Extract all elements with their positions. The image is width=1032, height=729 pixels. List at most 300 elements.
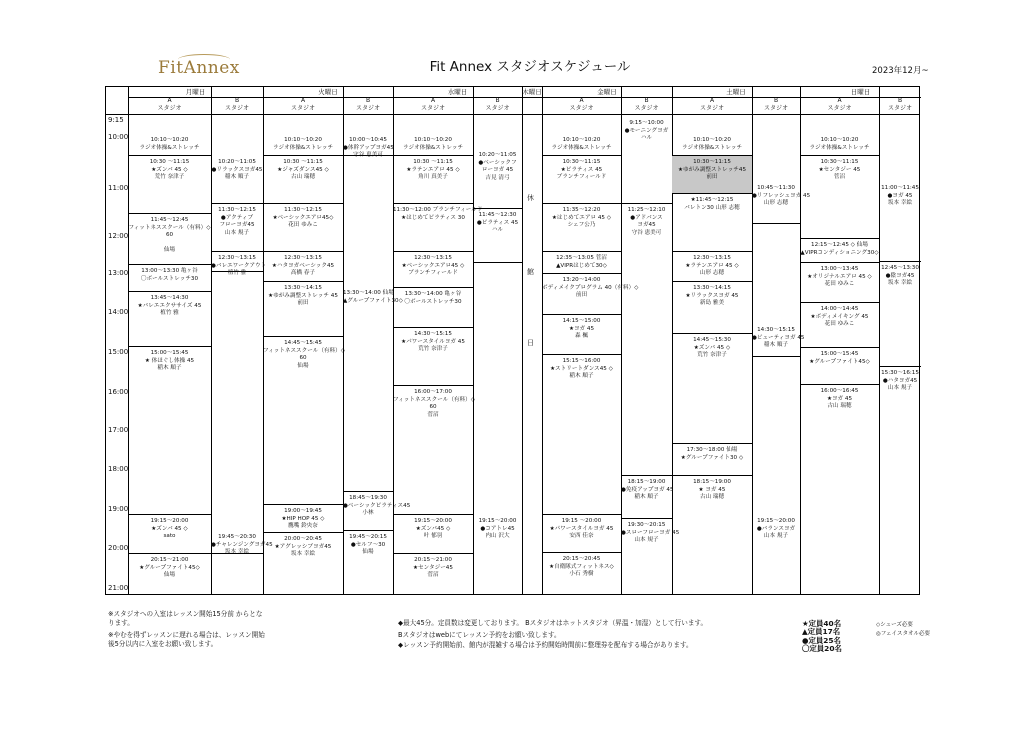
lesson-cell — [473, 149, 522, 209]
lesson-line: 11:00～11:45 — [881, 185, 919, 191]
time-label: 13:00 — [108, 269, 129, 277]
lesson-line: 安西 佳奈 — [569, 533, 594, 539]
day-tuesday: 火曜日 — [318, 88, 338, 96]
lesson-line: ★はじめてピラティス 30 — [401, 214, 465, 221]
page-title: Fit Annex スタジオスケジュール — [429, 59, 631, 75]
lesson-line: 高橋 春子 — [290, 270, 316, 276]
lesson-line: ★センタジー45 — [413, 564, 453, 571]
lesson-cell — [211, 531, 273, 555]
lesson-cell — [263, 252, 343, 282]
lesson-line: 仙場 — [163, 247, 176, 253]
lesson-line: 10:00～10:45 — [349, 137, 387, 143]
time-label: 17:00 — [108, 426, 129, 434]
lesson-cell — [542, 134, 621, 156]
lesson-line: 60 — [429, 404, 437, 410]
lesson-line: 山本 規子 — [887, 385, 913, 391]
lesson-line: ●体幹アップヨガ45 — [343, 144, 394, 151]
lesson-line: バレトン30 山形 志穂 — [684, 204, 740, 211]
studio-a-header: A スタジオ — [699, 97, 724, 112]
lesson-line: ★ 体ほぐし体操 45 — [144, 357, 195, 364]
lesson-line: ★ヨガ 45 — [568, 325, 595, 332]
lesson-line: ★ボディメイキング 45 — [810, 313, 869, 320]
lesson-line: 20:15～21:00 — [414, 557, 452, 563]
lesson-cell — [128, 156, 211, 214]
lesson-cell — [542, 553, 621, 596]
lesson-line: 仙場 — [163, 572, 176, 578]
lesson-line: 15:00～15:45 — [150, 350, 189, 356]
lesson-line: ★パワースタイルヨガ 45 — [401, 338, 465, 345]
lesson-line: 守谷 恵美可 — [353, 152, 383, 158]
lesson-line: ヨガ45 — [637, 222, 656, 228]
lesson-line: 花田 ゆみこ — [288, 222, 318, 228]
studio-b-header: B スタジオ — [355, 97, 380, 112]
lesson-line: 19:00～19:45 — [284, 508, 322, 514]
legend-circle: 〇定員20名 — [802, 643, 842, 653]
lesson-cell — [752, 515, 800, 596]
lesson-line: 〇ボールストレッチ30 — [404, 298, 462, 305]
lesson-line: 稲木 順子 — [157, 365, 182, 371]
lesson-cell — [393, 204, 483, 252]
lesson-line: 19:15～20:00 — [414, 518, 452, 524]
lesson-line: ●スローフローヨガ 45 — [621, 529, 680, 536]
lesson-line: 17:30～18:00 仙場 — [686, 447, 738, 453]
time-label: 20:00 — [108, 544, 129, 552]
lesson-line: 19:15 ～20:00 — [561, 518, 602, 524]
lesson-line: ●アドバンス — [630, 214, 663, 221]
lesson-line: 18:45～19:30 — [349, 495, 387, 501]
lesson-line: 荒竹 奈津子 — [697, 352, 727, 358]
lesson-line: 植竹 雅 — [160, 310, 179, 316]
lesson-cell — [542, 515, 621, 553]
lesson-line: 14:45～15:45 — [284, 340, 322, 346]
lesson-line: 10:30～11:15 — [693, 159, 731, 165]
lesson-line: 植竹 雅 — [227, 270, 247, 276]
lesson-line: 10:30～11:15 — [820, 159, 859, 165]
lesson-line: 守谷 恵美可 — [631, 229, 662, 236]
lesson-line: ●ベーシックフ — [478, 159, 517, 166]
lesson-line: 11:25～12:10 — [627, 207, 666, 213]
lesson-line: 19:15～20:00 — [757, 518, 795, 524]
lesson-line: ★ゆがみ調整ストレッチ 45 — [268, 292, 338, 299]
lesson-line: 菅沼 — [427, 411, 439, 418]
lesson-cell — [343, 287, 403, 492]
lesson-line: ●ビューティヨガ 45 — [752, 334, 805, 341]
closed-day-char: 日 — [527, 339, 534, 347]
lesson-cell — [800, 303, 879, 348]
lesson-line: ●コアトレ45 — [480, 525, 515, 532]
lesson-cell — [393, 515, 473, 554]
legend-shoes: ◇シューズ必要 — [876, 622, 913, 628]
studio-a-header: A スタジオ — [157, 97, 182, 112]
lesson-cell — [542, 252, 621, 274]
lesson-line: 60 — [165, 232, 174, 238]
lesson-cell — [672, 252, 752, 282]
lesson-line: 20:15～21:00 — [150, 557, 189, 563]
lesson-line: ★11:45～12:15 — [690, 197, 734, 203]
day-saturday: 土曜日 — [726, 88, 746, 96]
lesson-line: 20:15～20:45 — [562, 556, 601, 562]
lesson-line: ブランチフィールド — [556, 174, 607, 180]
lesson-line: 山本 規子 — [763, 533, 789, 539]
lesson-cell — [879, 367, 921, 596]
time-label: 21:00 — [108, 584, 129, 592]
time-label: 9:15 — [108, 116, 124, 124]
day-friday: 金曜日 — [597, 88, 617, 96]
lesson-line — [128, 240, 211, 248]
lesson-line: 仙場 — [297, 362, 309, 369]
lesson-line: ▲VIPRはじめて30◇ — [556, 262, 607, 269]
lesson-cell — [393, 554, 473, 596]
lesson-cell — [128, 214, 211, 265]
lesson-line: ●バランスヨガ — [756, 525, 796, 532]
lesson-line: ★グループファイト45◇ — [139, 564, 200, 571]
legend-triangle: ▲定員17名 — [802, 627, 841, 637]
lesson-line: 11:30～12:00 ブランチフィールド — [393, 207, 483, 213]
lesson-cell — [621, 476, 672, 519]
legend-towel: ◎フェイスタオル必要 — [876, 631, 930, 638]
lesson-line: 19:45～20:30 — [218, 534, 256, 540]
lesson-cell — [263, 204, 343, 252]
lesson-line: 山本 規子 — [224, 229, 250, 236]
lesson-line: ブランチフィールド — [408, 270, 458, 276]
lesson-line: ★ベーシックエアロ45 ◇ — [401, 262, 465, 269]
lesson-line: 14:00～14:45 — [820, 306, 859, 312]
lesson-line: ●ピラティス 45 — [476, 219, 519, 226]
lesson-line: ★ズンバ45 ◇ — [415, 525, 451, 532]
lesson-line: 12:30～13:15 — [284, 255, 322, 261]
lesson-line: ★ズンバ 45 ◇ — [693, 344, 731, 351]
lesson-line: 内山 沢大 — [485, 533, 510, 539]
time-label: 19:00 — [108, 505, 129, 513]
lesson-cell — [128, 265, 211, 292]
lesson-line: 菅沼 — [427, 572, 439, 578]
lesson-cell — [393, 252, 473, 288]
lesson-cell — [128, 292, 211, 347]
lesson-line: 坂本 幸絵 — [224, 549, 250, 555]
lesson-line: 仙場 — [362, 549, 374, 555]
lesson-line: 10:45～11:30 — [757, 185, 795, 191]
lesson-cell — [393, 156, 473, 204]
lesson-line: 10:10～10:20 — [150, 137, 189, 143]
lesson-cell — [263, 282, 343, 337]
lesson-cell — [800, 385, 879, 596]
lesson-line: 9:15～10:00 — [629, 120, 664, 126]
lesson-line: 10:10～10:20 — [693, 137, 731, 143]
lesson-line: 13:20～14:00 — [562, 277, 601, 283]
studio-b-header: B スタジオ — [763, 97, 788, 112]
footer-note-capacity: ◆最大45分。定員数は変更しております。 Bスタジオはホットスタジオ（昇温・加湿）として行います。 — [398, 619, 708, 627]
lesson-cell — [879, 182, 921, 262]
lesson-cell — [542, 355, 621, 515]
lesson-line: 14:30～15:15 — [414, 331, 452, 337]
lesson-line: ●チャレンジングヨガ45 — [211, 541, 273, 548]
time-label: 12:00 — [108, 232, 129, 240]
lesson-line: ▲VIPRコンディショニング30◇ — [800, 249, 879, 256]
studio-b-header: B スタジオ — [887, 97, 912, 112]
lesson-line: 新島 雅美 — [699, 300, 725, 306]
lesson-line: ラジオ体操&ストレッチ — [681, 144, 743, 151]
closed-day-char: 休 — [527, 194, 534, 202]
lesson-line: 12:35～13:05 菅沼 — [556, 255, 607, 261]
lesson-line: 15:15～16:00 — [562, 358, 601, 364]
lesson-line: 前田 — [706, 174, 718, 180]
lesson-line: ★ヨガ 45 — [826, 395, 853, 402]
studio-b-header: B スタジオ — [634, 97, 659, 112]
lesson-line: 10:30 ～11:15 — [149, 159, 190, 165]
lesson-line: 11:45～12:45 — [150, 217, 189, 223]
lesson-cell — [128, 515, 211, 554]
footer-note-late: ※やむを得ずレッスンに遅れる場合は、レッスン開始後5分以内に入室をお願い致します。 — [108, 631, 265, 648]
lesson-line: 10:30 ～11:15 — [413, 159, 453, 165]
lesson-line: ラジオ体操&ストレッチ — [139, 144, 200, 151]
lesson-cell — [672, 444, 752, 476]
lesson-line: ★オリジナルエアロ 45 ◇ — [807, 273, 872, 280]
lesson-cell — [211, 252, 267, 276]
lesson-cell — [672, 282, 752, 334]
lesson-line: 13:00～13:30 亀ヶ谷 — [141, 268, 198, 274]
lesson-line: 14:15～15:00 — [562, 318, 601, 324]
lesson-line: フィットネススクール（有料）◇ — [393, 396, 475, 403]
lesson-line: 13:00～13:45 — [820, 266, 859, 272]
lesson-cell — [542, 274, 639, 315]
lesson-cell — [542, 315, 621, 355]
lesson-line: フィットネススクール（有料）◇ — [128, 224, 211, 231]
footer-note-ticket: ◆レッスン予約開始前、館内が混雑する場合は予約開始時間前に整理券を配布する場合があります。 — [398, 641, 693, 649]
lesson-cell — [263, 533, 343, 596]
lesson-cell — [393, 134, 473, 156]
lesson-line: 19:15～20:00 — [478, 518, 517, 524]
lesson-line: 稲木 順子 — [763, 342, 789, 348]
lesson-line: ●ヨガ 45 — [887, 192, 913, 199]
lesson-line: 12:30～13:15 — [414, 255, 452, 261]
day-sunday: 日曜日 — [850, 88, 871, 96]
lesson-line: 10:30 ～11:15 — [283, 159, 323, 165]
lesson-line: ローヨガ 45 — [481, 167, 514, 173]
lesson-line: ★ラテンエアロ 45 ◇ — [685, 262, 739, 269]
lesson-line: ★HIP HOP 45 ◇ — [281, 515, 325, 522]
lesson-cell — [393, 288, 473, 328]
lesson-line: 山形 志穂 — [699, 270, 725, 276]
lesson-line: 15:30～16:15 — [881, 370, 919, 376]
lesson-line: ●ベーシックピラティス45 — [343, 502, 411, 509]
lesson-cell — [473, 515, 522, 596]
lesson-cell — [879, 262, 921, 367]
lesson-line: 森 楓 — [575, 333, 588, 339]
lesson-line: 13:30～14:15 — [284, 285, 322, 291]
lesson-line: 稲木 順子 — [224, 174, 250, 180]
lesson-line: sato — [163, 533, 176, 539]
lesson-line: ★バレエエクササイズ 45 — [137, 302, 202, 309]
lesson-line: 12:45～13:30 — [881, 265, 919, 271]
lesson-line: ●アクティブ — [220, 214, 254, 221]
lesson-cell — [393, 328, 473, 386]
lesson-line: シェフ公乃 — [567, 222, 596, 228]
lesson-line: 20:00～20:45 — [284, 536, 322, 542]
lesson-cell — [211, 156, 263, 204]
lesson-line: 12:30～13:15 — [693, 255, 731, 261]
lesson-line: 10:10～10:20 — [284, 137, 322, 143]
lesson-line: ●バレエワークアウト — [211, 262, 267, 269]
lesson-cell — [473, 209, 522, 263]
lesson-cell — [128, 347, 211, 515]
lesson-line: 15:00～15:45 — [820, 351, 859, 357]
lesson-line: フローヨガ45 — [219, 222, 255, 228]
lesson-line: 坂本 幸絵 — [887, 200, 913, 206]
lesson-line: ★ラテンエアロ 45 ◇ — [406, 166, 460, 173]
lesson-line: 13:30～14:00 亀ヶ谷 — [404, 291, 462, 297]
lesson-line: 10:10～10:20 — [820, 137, 859, 143]
lesson-line: ★自衛隊式フィットネス◇ — [549, 563, 614, 570]
lesson-line: 12:30～13:15 — [218, 255, 256, 261]
lesson-line: ★ピラティス 45 — [560, 166, 603, 173]
studio-a-header: A スタジオ — [569, 97, 594, 112]
lesson-cell — [800, 263, 879, 303]
studio-a-header: A スタジオ — [420, 97, 445, 112]
lesson-line: 18:15～19:00 — [693, 479, 731, 485]
lesson-line: ●ハタヨガ45 — [882, 377, 918, 384]
lesson-line: 古山 瑞穂 — [827, 403, 852, 409]
lesson-line: ★ジャズダンス45 ◇ — [277, 166, 329, 173]
lesson-cell — [621, 519, 680, 596]
lesson-line: 〇ボールストレッチ30 — [140, 275, 199, 282]
lesson-cell — [211, 204, 263, 252]
lesson-cell — [263, 337, 343, 505]
lesson-line: 60 — [299, 355, 307, 361]
lesson-line: ラジオ体操&ストレッチ — [551, 144, 612, 151]
lesson-line: ●リフレッシュヨガ 45 — [752, 192, 811, 199]
lesson-line: 19:15～20:00 — [150, 518, 189, 524]
lesson-cell — [672, 194, 752, 252]
lesson-line: ★グループファイト45◇ — [809, 358, 870, 365]
logo: FitAnnex — [158, 58, 240, 78]
day-wednesday: 水曜日 — [447, 88, 468, 96]
lesson-line: ★パワースタイルヨガ 45 — [549, 525, 614, 532]
lesson-line: 鷹嘴 鈴央奈 — [288, 523, 318, 529]
studio-b-header: B スタジオ — [224, 97, 249, 112]
lesson-line: ★ズンバ 45 ◇ — [151, 166, 188, 173]
lesson-cell — [263, 156, 343, 204]
lesson-line: 13:30～14:15 — [693, 285, 731, 291]
lesson-line: 11:30～12:15 — [284, 207, 322, 213]
time-label: 11:00 — [108, 184, 129, 192]
lesson-line: 稲木 順子 — [569, 373, 594, 379]
lesson-line: ★ストリートダンス45 ◇ — [550, 365, 613, 372]
legend-capacity — [802, 620, 842, 653]
lesson-cell — [800, 156, 879, 239]
lesson-line: ハル — [491, 227, 504, 233]
studio-a-header: A スタジオ — [290, 97, 315, 112]
lesson-line: ハル — [640, 135, 653, 141]
lesson-line: 吉見 清弓 — [485, 174, 510, 181]
divider — [522, 87, 523, 594]
lesson-line: 19:30～20:15 — [627, 522, 666, 528]
lesson-line: 10:20～11:05 — [478, 152, 517, 158]
lesson-line: ●モーニングヨガ — [624, 127, 669, 134]
schedule-grid — [105, 86, 920, 595]
lesson-line: 古山 瑞穂 — [290, 174, 316, 180]
lesson-cell — [800, 239, 879, 263]
lesson-cell — [752, 182, 811, 224]
lesson-line: 山本 規子 — [634, 537, 659, 543]
lesson-line: ★はじめてエアロ 45 ◇ — [551, 214, 612, 221]
lesson-line: ●リラックスヨガ45 — [211, 166, 263, 173]
lesson-line: 10:10～10:20 — [414, 137, 452, 143]
lesson-line: 16:00～17:00 — [414, 389, 452, 395]
lesson-line: 12:15～12:45 ◇ 仙場 — [811, 242, 868, 248]
lesson-cell — [621, 204, 672, 476]
closed-day-char: 館 — [527, 268, 534, 276]
lesson-line: 10:30～11:15 — [562, 159, 601, 165]
lesson-line: 前田 — [297, 300, 309, 306]
day-thursday: 木曜日 — [522, 88, 542, 96]
lesson-line: ボディメイクプログラム 40（有料）◇ — [542, 284, 639, 291]
time-label: 16:00 — [108, 388, 129, 396]
lesson-line: ★ハタヨガベーシック45 — [271, 262, 335, 269]
lesson-cell — [672, 334, 752, 444]
lesson-line: フィットネススクール（有料）◇ — [263, 347, 345, 354]
lesson-line: ★グループファイト30 ◇ — [680, 454, 744, 461]
lesson-line: 小林 — [362, 510, 374, 516]
lesson-line: ラジオ体操&ストレッチ — [809, 144, 870, 151]
footer-note-entry: ※スタジオへの入室はレッスン開始15分前 からとなります。 — [108, 610, 263, 627]
lesson-line: 11:35～12:20 — [562, 207, 601, 213]
lesson-line: ラジオ体操&ストレッチ — [402, 144, 464, 151]
studio-b-header: B スタジオ — [485, 97, 510, 112]
lesson-cell — [800, 134, 879, 156]
lesson-line: ★リラックスヨガ 45 — [685, 292, 739, 299]
lesson-cell — [343, 134, 393, 156]
lesson-line: ★ゆがみ調整ストレッチ45 — [677, 166, 746, 173]
footer-note-booking: Bスタジオはwebにてレッスン予約をお願い致します。 — [398, 631, 561, 639]
lesson-line: 前田 — [575, 292, 588, 298]
lesson-cell — [672, 156, 752, 194]
lesson-line: ●陰ヨガ45 — [885, 272, 915, 279]
lesson-line: 14:45～15:30 — [693, 337, 731, 343]
lesson-line: 13:45～14:30 — [150, 295, 189, 301]
lesson-line: 13:30～14:00 仙場 — [343, 290, 394, 296]
lesson-cell — [128, 134, 211, 156]
lesson-cell — [542, 204, 621, 252]
lesson-line: 小石 秀樹 — [569, 571, 594, 577]
lesson-line: 叶 郁羽 — [423, 533, 443, 539]
lesson-cell — [672, 476, 752, 596]
day-monday: 月曜日 — [185, 88, 206, 96]
lesson-cell — [621, 117, 672, 204]
lesson-line: 坂本 幸絵 — [290, 551, 316, 557]
lesson-line: 11:45～12:30 — [478, 212, 517, 218]
time-label: 18:00 — [108, 465, 129, 473]
lesson-cell — [672, 134, 752, 156]
lesson-line: 荒竹 奈津子 — [154, 174, 185, 180]
lesson-line: 花田 ゆみこ — [824, 321, 855, 327]
lesson-line: 18:15～19:00 — [627, 479, 666, 485]
lesson-line: ★アグレッシブヨガ45 — [274, 543, 332, 550]
lesson-line: 山形 志穂 — [763, 200, 789, 206]
lesson-line: ★ズンバ 45 ◇ — [151, 525, 188, 532]
time-label: 10:00 — [108, 133, 129, 141]
lesson-cell — [343, 531, 393, 596]
lesson-cell — [542, 156, 621, 204]
lesson-line: 荒竹 奈津子 — [418, 346, 448, 352]
lesson-line: 稲木 順子 — [634, 494, 659, 500]
legend-star: ★定員40名 — [802, 619, 842, 628]
time-label: 15:00 — [108, 348, 129, 356]
lesson-line: ★ ヨガ 45 — [698, 486, 726, 493]
lesson-line: ラジオ体操&ストレッチ — [272, 144, 334, 151]
studio-a-header: A スタジオ — [827, 97, 852, 112]
lesson-line: 角川 真美子 — [418, 174, 448, 180]
effective-date: 2023年12月~ — [872, 66, 929, 76]
